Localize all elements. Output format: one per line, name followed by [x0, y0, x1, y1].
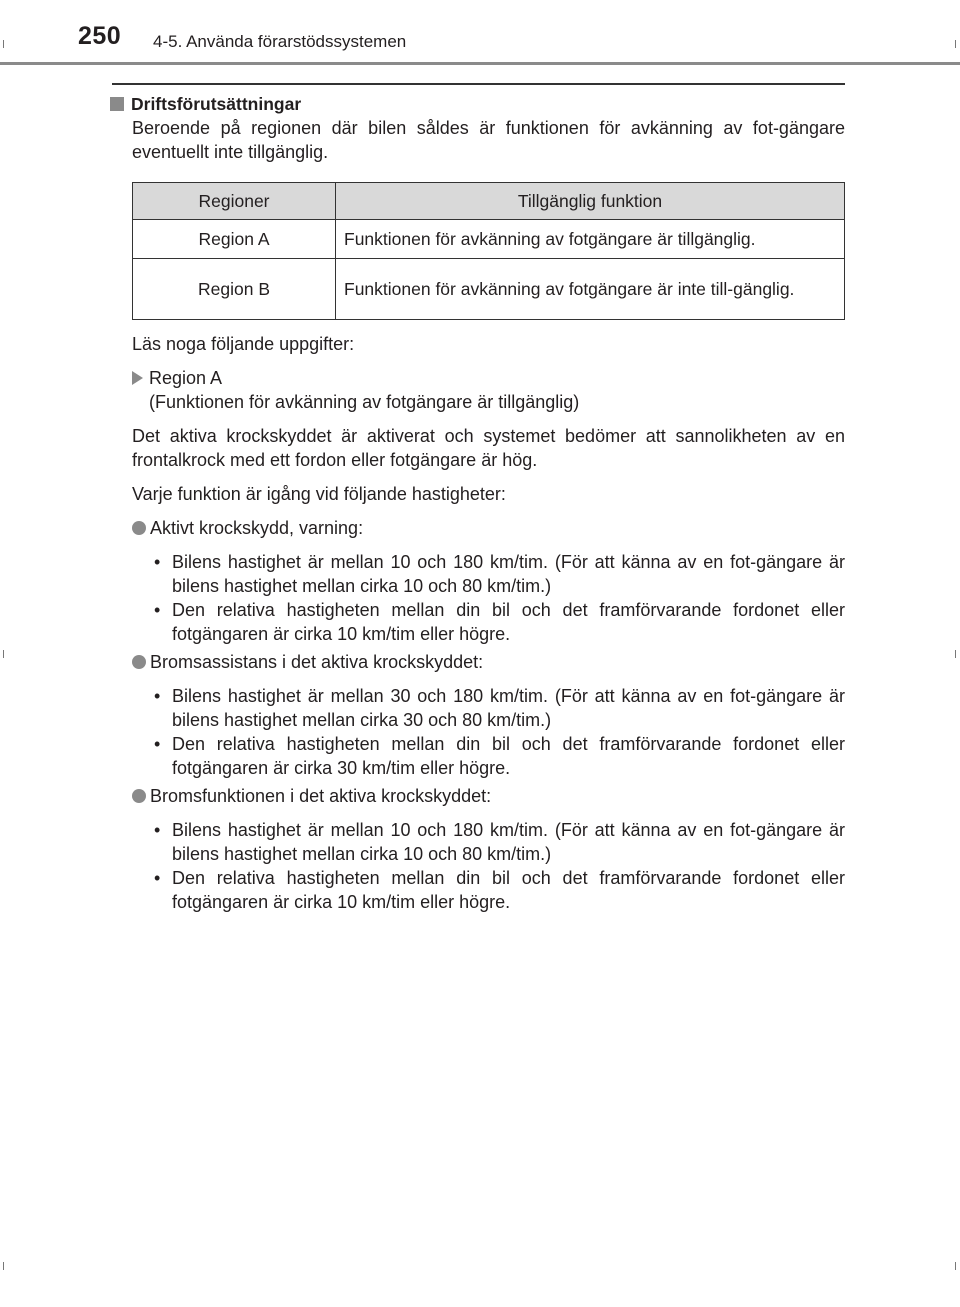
function-title: Bromsfunktionen i det aktiva krockskyddet: [150, 786, 492, 806]
page-number: 250 [78, 22, 122, 50]
region-item-text [149, 366, 579, 414]
page-content [112, 92, 845, 914]
list-item-text: Den relativa hastigheten mellan din bil och det framförvarande fordonet eller fotgängaren är cirka 10 km/tim eller högre. [172, 600, 845, 644]
heading-text: Driftsförutsättningar [131, 94, 302, 114]
table-cell-function: Funktionen för avkänning av fotgängare är inte till-gänglig. [336, 259, 845, 320]
bullet-dot: • [154, 820, 161, 840]
circle-bullet-icon [132, 655, 146, 669]
table-row [133, 259, 845, 320]
bullet-dot: • [154, 552, 161, 572]
list-item-text: Bilens hastighet är mellan 30 och 180 km/tim. (För att känna av en fot-gängare är bilens hastighet mellan cirka 30 och 80 km/tim.) [172, 686, 845, 730]
list-item [154, 732, 845, 780]
list-item [154, 550, 845, 598]
function-item [132, 650, 845, 674]
bullet-dot: • [154, 868, 161, 888]
function-title: Bromsassistans i det aktiva krockskyddet: [150, 652, 484, 672]
section-title: 4-5. Använda förarstödssystemen [153, 32, 407, 51]
function-item [132, 784, 845, 808]
circle-bullet-icon [132, 789, 146, 803]
function-item [132, 516, 845, 540]
table-header-cell: Tillgänglig funktion [336, 183, 845, 220]
crop-mark [955, 1262, 956, 1270]
list-item-text: Den relativa hastigheten mellan din bil och det framförvarande fordonet eller fotgängaren är cirka 30 km/tim eller högre. [172, 734, 845, 778]
region-item-title: Region A [149, 368, 223, 388]
table-cell-function: Funktionen för avkänning av fotgängare är tillgänglig. [336, 220, 845, 259]
table-cell-region: Region A [133, 220, 336, 259]
bullet-dot: • [154, 686, 161, 706]
region-table [132, 182, 845, 320]
crop-mark [3, 650, 4, 658]
page-header [0, 0, 960, 64]
region-item [132, 366, 845, 414]
bullet-dot: • [154, 734, 161, 754]
description-paragraph: Det aktiva krockskyddet är aktiverat och systemet bedömer att sannolikheten av en frontalkrock med ett fordon eller fotgängare är hög. [132, 426, 845, 470]
list-item [154, 866, 845, 914]
list-item [154, 598, 845, 646]
crop-mark [3, 1262, 4, 1270]
section-heading [110, 92, 845, 116]
read-note: Läs noga följande uppgifter: [132, 334, 355, 354]
list-item-text: Bilens hastighet är mellan 10 och 180 km/tim. (För att känna av en fot-gängare är bilens hastighet mellan cirka 10 och 80 km/tim.) [172, 820, 845, 864]
crop-mark [955, 650, 956, 658]
intro-paragraph: Beroende på regionen där bilen såldes är funktionen för avkänning av fot-gängare eventuellt inte tillgänglig. [132, 118, 845, 162]
triangle-arrow-icon [132, 371, 143, 385]
table-row [133, 220, 845, 259]
header-divider [0, 62, 960, 65]
table-cell-region: Region B [133, 259, 336, 320]
content-divider [112, 83, 845, 85]
list-item-text: Bilens hastighet är mellan 10 och 180 km/tim. (För att känna av en fot-gängare är bilens hastighet mellan cirka 10 och 80 km/tim.) [172, 552, 845, 596]
list-item [154, 818, 845, 866]
square-bullet-icon [110, 97, 124, 111]
function-title: Aktivt krockskydd, varning: [150, 518, 364, 538]
list-item [154, 684, 845, 732]
table-header-row [133, 183, 845, 220]
speeds-intro: Varje funktion är igång vid följande hastigheter: [132, 484, 506, 504]
region-item-subtitle: (Funktionen för avkänning av fotgängare är tillgänglig) [149, 392, 580, 412]
circle-bullet-icon [132, 521, 146, 535]
list-item-text: Den relativa hastigheten mellan din bil och det framförvarande fordonet eller fotgängaren är cirka 10 km/tim eller högre. [172, 868, 845, 912]
table-header-cell: Regioner [133, 183, 336, 220]
bullet-dot: • [154, 600, 161, 620]
